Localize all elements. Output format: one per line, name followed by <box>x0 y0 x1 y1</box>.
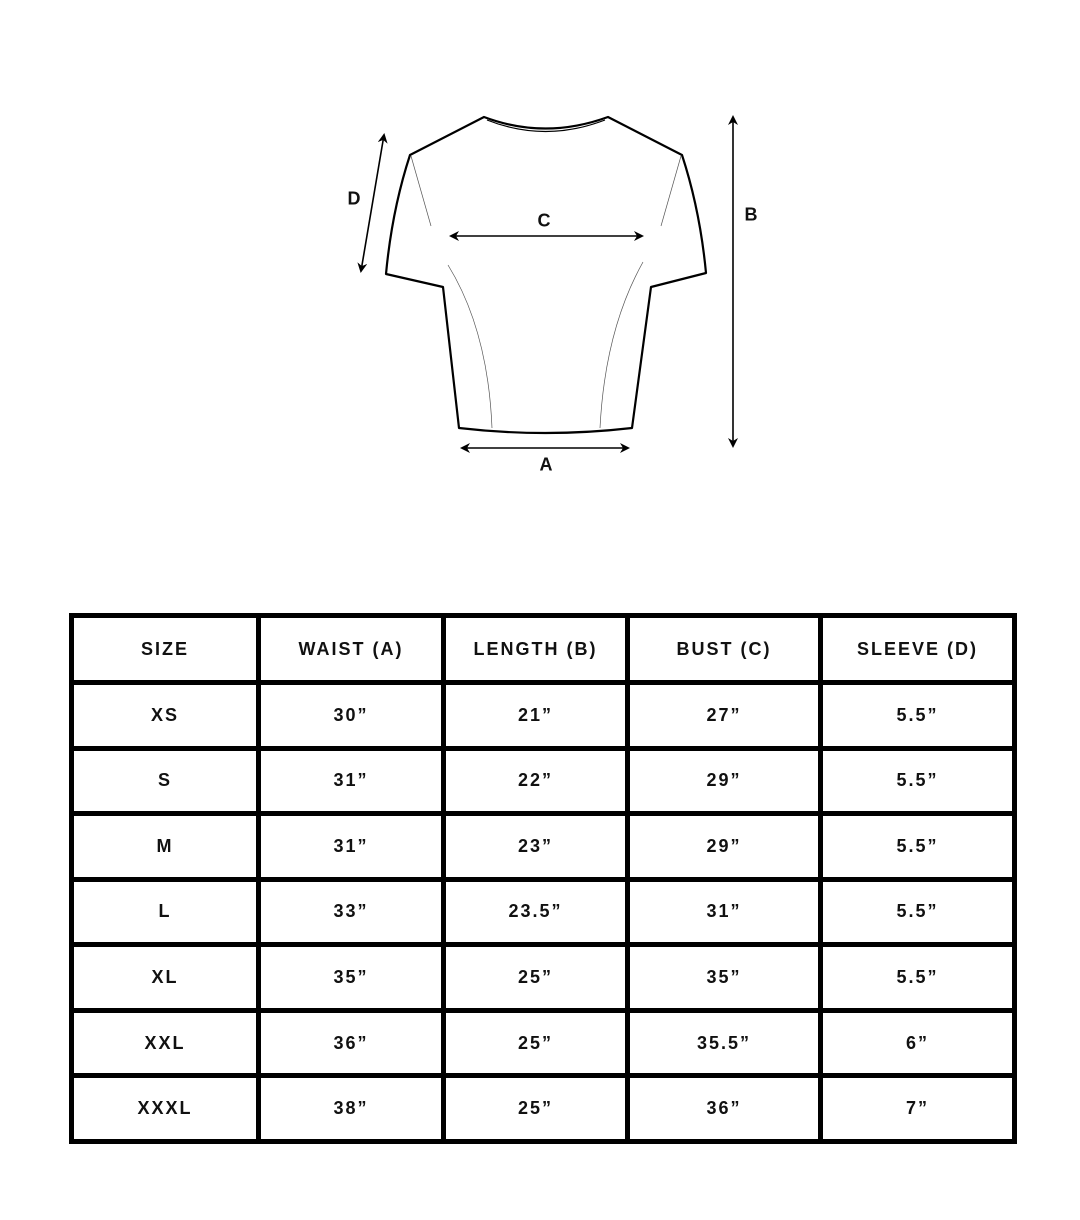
cell-length: 25” <box>444 1076 628 1142</box>
header-length: LENGTH (B) <box>444 616 628 683</box>
cell-length: 22” <box>444 748 628 814</box>
cell-bust: 36” <box>628 1076 821 1142</box>
cell-waist: 31” <box>259 814 444 880</box>
cell-bust: 29” <box>628 748 821 814</box>
cell-sleeve: 5.5” <box>821 945 1015 1011</box>
label-c: C <box>537 210 551 231</box>
cell-length: 23.5” <box>444 879 628 945</box>
label-d: D <box>347 188 361 209</box>
table-row <box>72 945 1015 1011</box>
cell-sleeve: 6” <box>821 1010 1015 1076</box>
cell-bust: 31” <box>628 879 821 945</box>
table-row <box>72 683 1015 749</box>
cell-size: XL <box>72 945 259 1011</box>
cell-size: S <box>72 748 259 814</box>
size-chart-table <box>69 613 1017 1144</box>
cell-bust: 35.5” <box>628 1010 821 1076</box>
header-sleeve: SLEEVE (D) <box>821 616 1015 683</box>
table-row <box>72 1010 1015 1076</box>
cell-waist: 35” <box>259 945 444 1011</box>
cell-bust: 35” <box>628 945 821 1011</box>
cell-waist: 31” <box>259 748 444 814</box>
label-b: B <box>744 204 758 225</box>
table-row <box>72 1076 1015 1142</box>
cell-length: 21” <box>444 683 628 749</box>
cell-length: 25” <box>444 945 628 1011</box>
cell-sleeve: 5.5” <box>821 879 1015 945</box>
cell-size: M <box>72 814 259 880</box>
sleeve-arrow-icon <box>361 135 384 271</box>
cell-sleeve: 5.5” <box>821 683 1015 749</box>
cell-size: XXXL <box>72 1076 259 1142</box>
table-row <box>72 879 1015 945</box>
table-row <box>72 814 1015 880</box>
cell-size: L <box>72 879 259 945</box>
cell-sleeve: 5.5” <box>821 748 1015 814</box>
header-size: SIZE <box>72 616 259 683</box>
cell-waist: 38” <box>259 1076 444 1142</box>
label-a: A <box>539 454 553 475</box>
cell-size: XS <box>72 683 259 749</box>
table-row <box>72 748 1015 814</box>
cell-length: 25” <box>444 1010 628 1076</box>
cell-bust: 27” <box>628 683 821 749</box>
cell-sleeve: 7” <box>821 1076 1015 1142</box>
cell-bust: 29” <box>628 814 821 880</box>
cell-size: XXL <box>72 1010 259 1076</box>
cell-length: 23” <box>444 814 628 880</box>
cell-waist: 30” <box>259 683 444 749</box>
cell-waist: 33” <box>259 879 444 945</box>
tshirt-outline-icon <box>0 0 1080 520</box>
tshirt-diagram <box>0 0 1080 520</box>
header-waist: WAIST (A) <box>259 616 444 683</box>
cell-sleeve: 5.5” <box>821 814 1015 880</box>
cell-waist: 36” <box>259 1010 444 1076</box>
header-row <box>72 616 1015 683</box>
header-bust: BUST (C) <box>628 616 821 683</box>
